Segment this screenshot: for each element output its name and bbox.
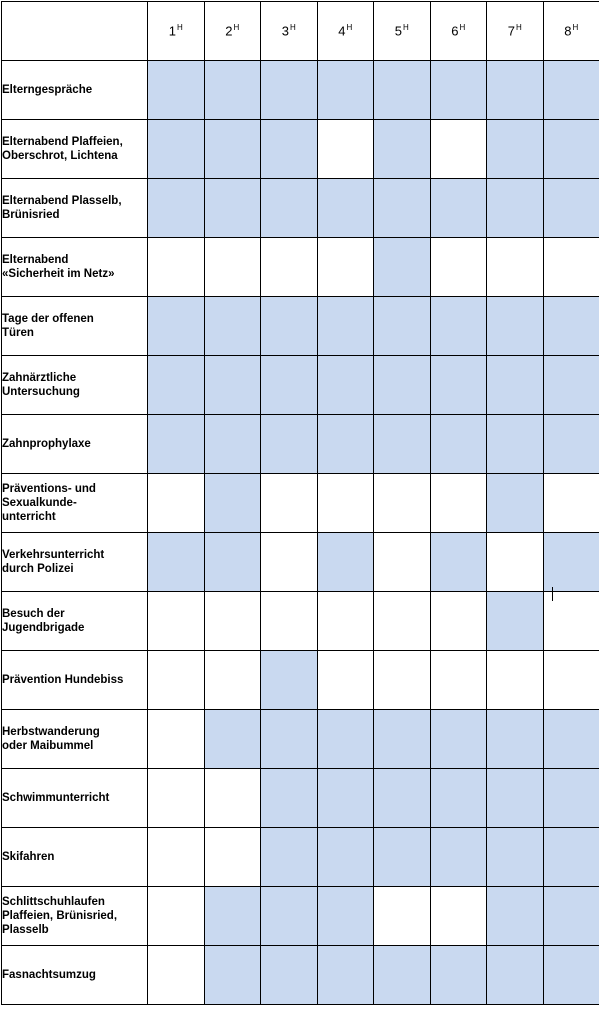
table-row [2,356,599,415]
activity-label: Zahnärztliche Untersuchung [2,356,148,415]
grade-cell-filled [487,474,544,533]
activity-label: Verkehrsunterricht durch Polizei [2,533,148,592]
grade-cell-filled [430,769,487,828]
grade-cell-filled [317,769,374,828]
table-row [2,61,599,120]
grade-header-4 [317,2,374,61]
grade-cell-filled [148,297,205,356]
activity-label: Elternabend Plasselb, Brünisried [2,179,148,238]
grade-suffix: H [176,23,183,33]
table-row [2,297,599,356]
activity-label: Schlittschuhlaufen Plaffeien, Brünisried, Plasselb [2,887,148,946]
grade-cell-filled [261,946,318,1005]
grade-cell-filled [317,946,374,1005]
grade-cell-empty [317,238,374,297]
grade-cell-filled [543,533,599,592]
grade-cell-filled [543,710,599,769]
grade-cell-empty [430,592,487,651]
grade-cell-filled [374,61,431,120]
grade-cell-empty [487,651,544,710]
grade-cell-filled [374,946,431,1005]
grade-cell-filled [204,533,261,592]
grade-cell-empty [487,533,544,592]
grade-cell-filled [487,592,544,651]
grade-cell-filled [204,179,261,238]
grade-cell-filled [204,415,261,474]
grade-cell-filled [261,651,318,710]
grade-cell-empty [430,474,487,533]
table-row [2,651,599,710]
grade-number: 2 [225,23,233,39]
grade-cell-filled [261,710,318,769]
grade-cell-filled [317,533,374,592]
grade-cell-filled [148,61,205,120]
grade-cell-filled [261,415,318,474]
grade-cell-filled [261,61,318,120]
grade-cell-filled [430,415,487,474]
grade-cell-filled [204,474,261,533]
grade-cell-filled [148,533,205,592]
grade-header-2 [204,2,261,61]
grade-cell-filled [430,828,487,887]
grade-cell-empty [148,710,205,769]
grade-cell-empty [204,238,261,297]
corner-cell [2,2,148,61]
grade-cell-filled [317,828,374,887]
grade-cell-empty [430,238,487,297]
grade-cell-empty [261,474,318,533]
grade-cell-filled [430,297,487,356]
grade-cell-filled [317,887,374,946]
grade-cell-filled [374,828,431,887]
grade-suffix: H [346,23,353,33]
activity-label: Herbstwanderung oder Maibummel [2,710,148,769]
grade-cell-filled [543,179,599,238]
grade-number: 6 [451,23,459,39]
grade-cell-filled [261,120,318,179]
grade-cell-empty [204,592,261,651]
grade-cell-filled [317,179,374,238]
grade-cell-filled [543,356,599,415]
grade-cell-filled [204,356,261,415]
table-row [2,238,599,297]
grade-cell-filled [317,356,374,415]
grade-cell-filled [261,297,318,356]
grade-cell-filled [487,946,544,1005]
grade-cell-filled [374,356,431,415]
grade-cell-filled [204,61,261,120]
grade-cell-filled [430,356,487,415]
grade-cell-filled [430,946,487,1005]
grade-cell-filled [261,179,318,238]
grade-cell-filled [430,61,487,120]
activity-label: Schwimmunterricht [2,769,148,828]
grade-cell-filled [374,769,431,828]
table-row [2,533,599,592]
grade-cell-filled [148,356,205,415]
grade-cell-filled [543,297,599,356]
grade-cell-filled [204,710,261,769]
grade-cell-empty [204,651,261,710]
activity-grade-table [1,1,599,1005]
grade-cell-filled [430,179,487,238]
activity-label: Fasnachtsumzug [2,946,148,1005]
grade-cell-filled [261,356,318,415]
grade-cell-empty [430,120,487,179]
grade-cell-empty [430,651,487,710]
table-row [2,474,599,533]
grade-cell-filled [204,120,261,179]
grade-cell-filled [543,415,599,474]
grade-cell-filled [543,828,599,887]
grade-cell-filled [374,297,431,356]
grade-cell-filled [543,61,599,120]
grade-cell-filled [204,887,261,946]
grade-cell-filled [261,769,318,828]
grade-cell-filled [543,887,599,946]
grade-cell-filled [543,946,599,1005]
grade-number: 8 [564,23,572,39]
grade-cell-empty [374,651,431,710]
grade-cell-filled [430,710,487,769]
grade-number: 7 [507,23,515,39]
grade-cell-filled [543,120,599,179]
grade-cell-filled [487,710,544,769]
table-row [2,887,599,946]
grade-cell-empty [148,651,205,710]
grade-cell-empty [148,592,205,651]
grade-cell-empty [261,533,318,592]
grade-cell-empty [374,887,431,946]
table-row [2,592,599,651]
activity-label: Tage der offenen Türen [2,297,148,356]
table-row [2,120,599,179]
grade-header-6 [430,2,487,61]
grade-cell-filled [261,828,318,887]
header-row [2,2,599,61]
grade-cell-empty [317,474,374,533]
table-row [2,710,599,769]
grade-cell-filled [430,533,487,592]
grade-number: 1 [168,23,176,39]
grade-header-7 [487,2,544,61]
grade-cell-filled [148,415,205,474]
grade-suffix: H [572,23,579,33]
table-row [2,828,599,887]
grade-header-8 [543,2,599,61]
grade-cell-empty [374,533,431,592]
table-row [2,946,599,1005]
grade-number: 3 [281,23,289,39]
activity-label: Skifahren [2,828,148,887]
grade-cell-filled [317,710,374,769]
table-row [2,179,599,238]
grade-cell-filled [204,946,261,1005]
grade-cell-empty [374,592,431,651]
grade-cell-empty [148,769,205,828]
grade-cell-empty [543,651,599,710]
grade-header-3 [261,2,318,61]
grade-cell-filled [487,828,544,887]
grade-cell-empty [487,238,544,297]
grade-cell-filled [487,769,544,828]
grade-cell-empty [543,238,599,297]
grade-cell-empty [148,474,205,533]
activity-label: Elterngespräche [2,61,148,120]
grade-cell-filled [374,120,431,179]
grade-cell-filled [204,297,261,356]
grade-cell-empty [317,651,374,710]
grade-suffix: H [289,23,296,33]
table-row [2,415,599,474]
grade-cell-filled [374,179,431,238]
grade-cell-empty [317,120,374,179]
grade-suffix: H [459,23,466,33]
grade-cell-filled [487,120,544,179]
table-body [2,61,599,1005]
grade-cell-filled [317,415,374,474]
grade-cell-empty [148,238,205,297]
grade-cell-empty [148,828,205,887]
activity-label: Elternabend «Sicherheit im Netz» [2,238,148,297]
grade-cell-filled [317,61,374,120]
grade-cell-empty [204,828,261,887]
grade-cell-empty [204,769,261,828]
grade-cell-filled [374,710,431,769]
grade-cell-filled [487,179,544,238]
grade-cell-empty [374,474,431,533]
grade-cell-empty [148,946,205,1005]
grade-number: 4 [338,23,346,39]
grade-cell-filled [317,297,374,356]
text-cursor-mark [552,587,553,601]
grade-cell-empty [430,887,487,946]
grade-cell-empty [261,238,318,297]
grade-number: 5 [394,23,402,39]
grade-suffix: H [402,23,409,33]
grade-cell-empty [261,592,318,651]
grade-cell-filled [148,120,205,179]
activity-label: Elternabend Plaffeien, Oberschrot, Lichtena [2,120,148,179]
grade-cell-filled [374,415,431,474]
table-row [2,769,599,828]
grade-cell-filled [487,61,544,120]
activity-label: Präventions- und Sexualkunde- unterricht [2,474,148,533]
grade-cell-filled [374,238,431,297]
grade-cell-filled [487,297,544,356]
grade-cell-filled [261,887,318,946]
grade-cell-filled [487,887,544,946]
activity-label: Prävention Hundebiss [2,651,148,710]
grade-suffix: H [233,23,240,33]
grade-cell-filled [487,415,544,474]
grade-cell-empty [148,887,205,946]
grade-cell-empty [543,474,599,533]
grade-cell-empty [317,592,374,651]
grade-suffix: H [515,23,522,33]
activity-label: Zahnprophylaxe [2,415,148,474]
activity-label: Besuch der Jugendbrigade [2,592,148,651]
grade-cell-filled [148,179,205,238]
grade-cell-filled [487,356,544,415]
grade-cell-filled [543,769,599,828]
grade-header-1 [148,2,205,61]
grade-header-5 [374,2,431,61]
